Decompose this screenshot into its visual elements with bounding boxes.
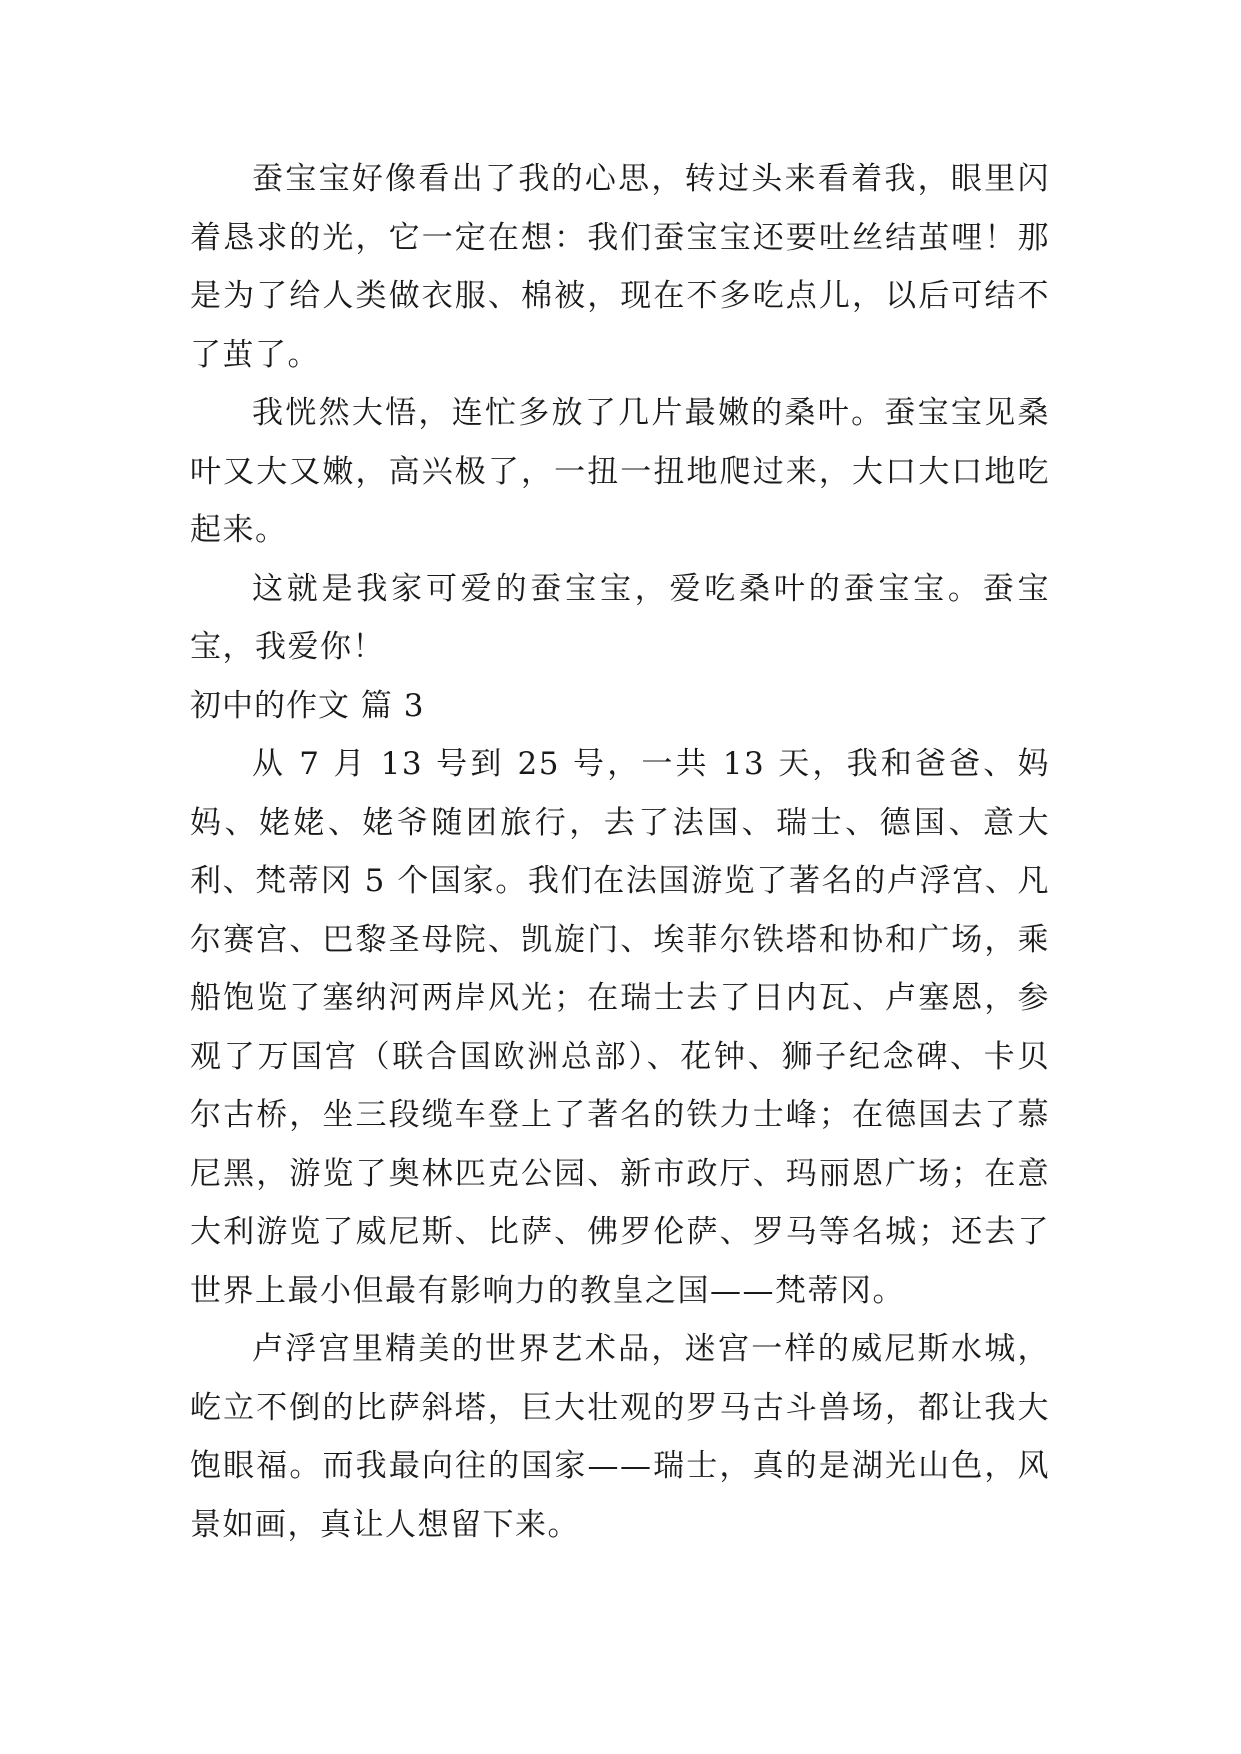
paragraph-europe-trip: 从 7 月 13 号到 25 号，一共 13 天，我和爸爸、妈妈、姥姥、姥爷随团旅行，去了法国、瑞士、德国、意大利、梵蒂冈 5 个国家。我们在法国游览了著名的卢浮宫、凡尔赛宫、巴黎圣母院、凯旋门、埃菲尔铁塔和协和广场，乘船饱览了塞纳河两岸风光；在瑞士去了日内瓦、卢塞恩，参观了万国宫（联合国欧洲总部）、花钟、狮子纪念碑、卡贝尔古桥，坐三段缆车登上了著名的铁力士峰；在德国去了慕尼黑，游览了奥林匹克公园、新市政厅、玛丽恩广场；在意大利游览了威尼斯、比萨、佛罗伦萨、罗马等名城；还去了世界上最小但最有影响力的教皇之国——梵蒂冈。	[190, 746, 1050, 1309]
document-page	[190, 150, 1050, 1554]
paragraph-love-silkworm: 这就是我家可爱的蚕宝宝，爱吃桑叶的蚕宝宝。蚕宝宝，我爱你！	[190, 570, 1050, 665]
paragraph-silkworm-wish: 蚕宝宝好像看出了我的心思，转过头来看着我，眼里闪着恳求的光，它一定在想：我们蚕宝宝还要吐丝结茧哩！那是为了给人类做衣服、棉被，现在不多吃点儿，以后可结不了茧了。	[190, 161, 1050, 373]
paragraph-mulberry-leaves: 我恍然大悟，连忙多放了几片最嫩的桑叶。蚕宝宝见桑叶又大又嫩，高兴极了，一扭一扭地爬过来，大口大口地吃起来。	[190, 395, 1050, 548]
paragraph-impressions: 卢浮宫里精美的世界艺术品，迷宫一样的威尼斯水城，屹立不倒的比萨斜塔，巨大壮观的罗马古斗兽场，都让我大饱眼福。而我最向往的国家——瑞士，真的是湖光山色，风景如画，真让人想留下来。	[190, 1331, 1050, 1543]
section-heading: 初中的作文 篇 3	[190, 687, 425, 724]
